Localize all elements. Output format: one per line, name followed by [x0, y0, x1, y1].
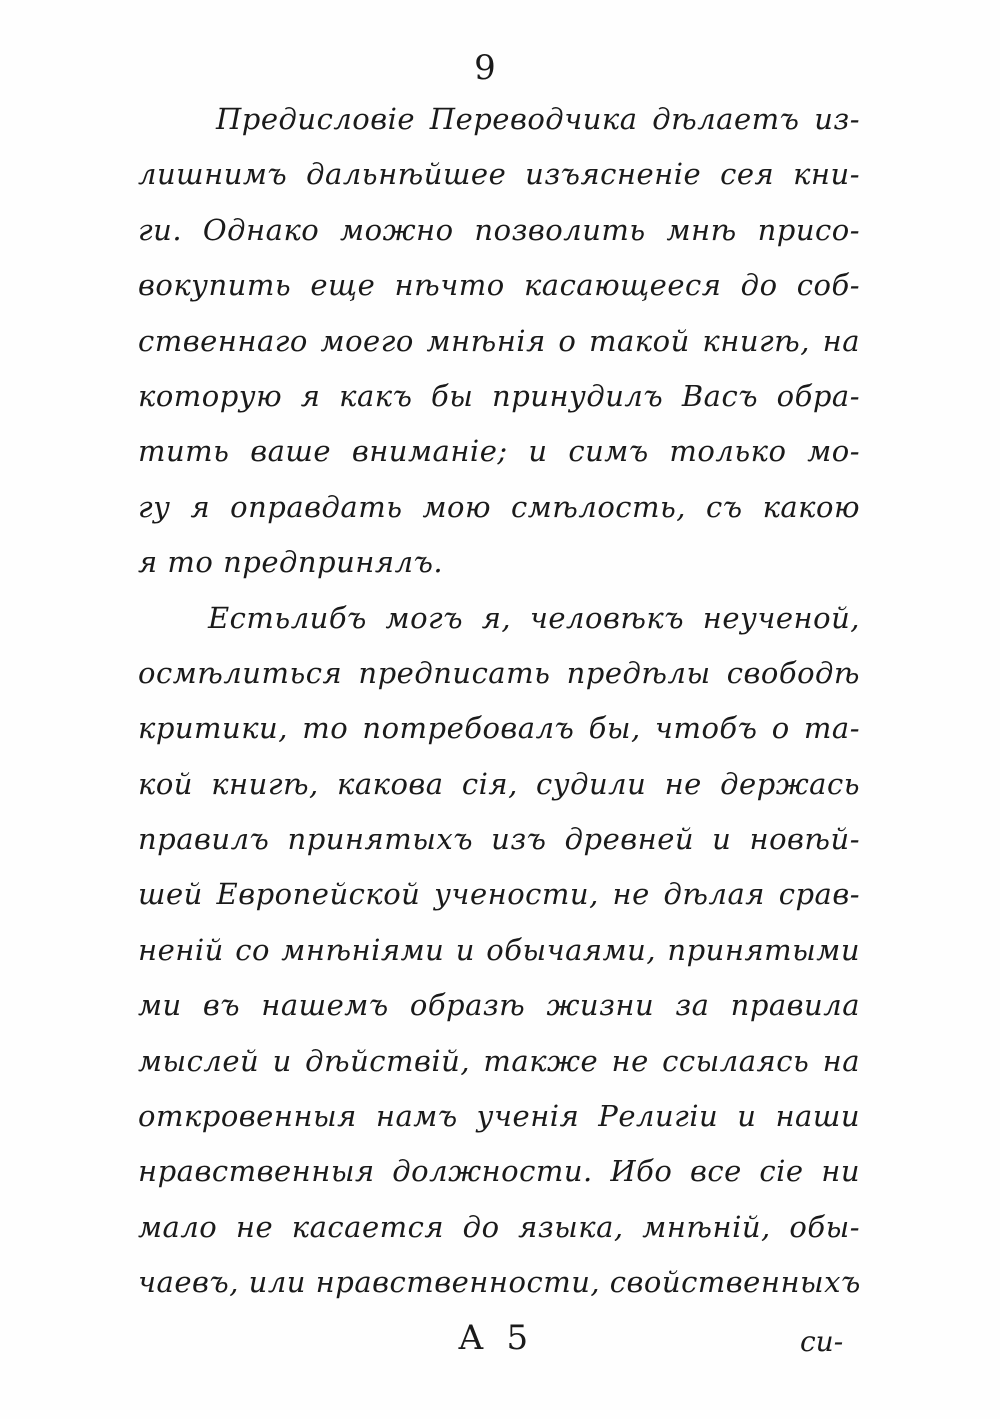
text-line: Естьлибъ могъ я, человѣкъ неученой, — [208, 600, 860, 635]
text-line: мало не касается до языка, мнѣній, обы- — [138, 1209, 860, 1244]
text-line: ственнаго моего мнѣнія о такой книгѣ, на — [138, 323, 860, 358]
text-line: критики, то потребовалъ бы, чтобъ о та- — [138, 711, 860, 746]
paragraph-1 — [138, 92, 860, 591]
text-line: вокупить еще нѣчто касающееся до соб- — [138, 268, 860, 303]
catchword: си- — [800, 1325, 844, 1358]
text-line: правилъ принятыхъ изъ древней и новѣй- — [138, 822, 860, 857]
text-line: Предисловіе Переводчика дѣлаетъ из- — [216, 102, 860, 136]
text-line: лишнимъ дальнѣйшее изъясненіе сея кни- — [138, 157, 860, 192]
text-line: я то предпринялъ. — [138, 545, 444, 580]
text-line: тить ваше вниманіе; и симъ только мо- — [138, 434, 860, 469]
text-line: неній со мнѣніями и обычаями, принятыми — [138, 932, 860, 967]
text-line: откровенныя намъ ученія Религіи и наши — [138, 1099, 860, 1134]
text-line: нравственныя должности. Ибо все сіе ни — [138, 1154, 860, 1189]
text-line: ги. Однако можно позволить мнѣ присо- — [138, 212, 860, 247]
text-line: шей Европейской учености, не дѣлая срав- — [138, 877, 860, 912]
page-number: 9 — [474, 48, 496, 88]
text-line: гу я оправдать мою смѣлость, съ какою — [138, 489, 860, 524]
text-line: осмѣлиться предписать предѣлы свободѣ — [138, 655, 860, 690]
text-line: ми въ нашемъ образѣ жизни за правила — [138, 988, 860, 1023]
body-text — [138, 92, 860, 1311]
signature-mark: А 5 — [458, 1318, 535, 1358]
text-line: кой книгѣ, какова сія, судили не держась — [138, 766, 860, 801]
text-line: мыслей и дѣйствій, также не ссылаясь на — [138, 1043, 860, 1078]
paragraph-2 — [138, 591, 860, 1311]
text-line: которую я какъ бы принудилъ Васъ обра- — [138, 378, 860, 413]
text-line: чаевъ, или нравственности, свойственныхъ — [138, 1265, 861, 1300]
